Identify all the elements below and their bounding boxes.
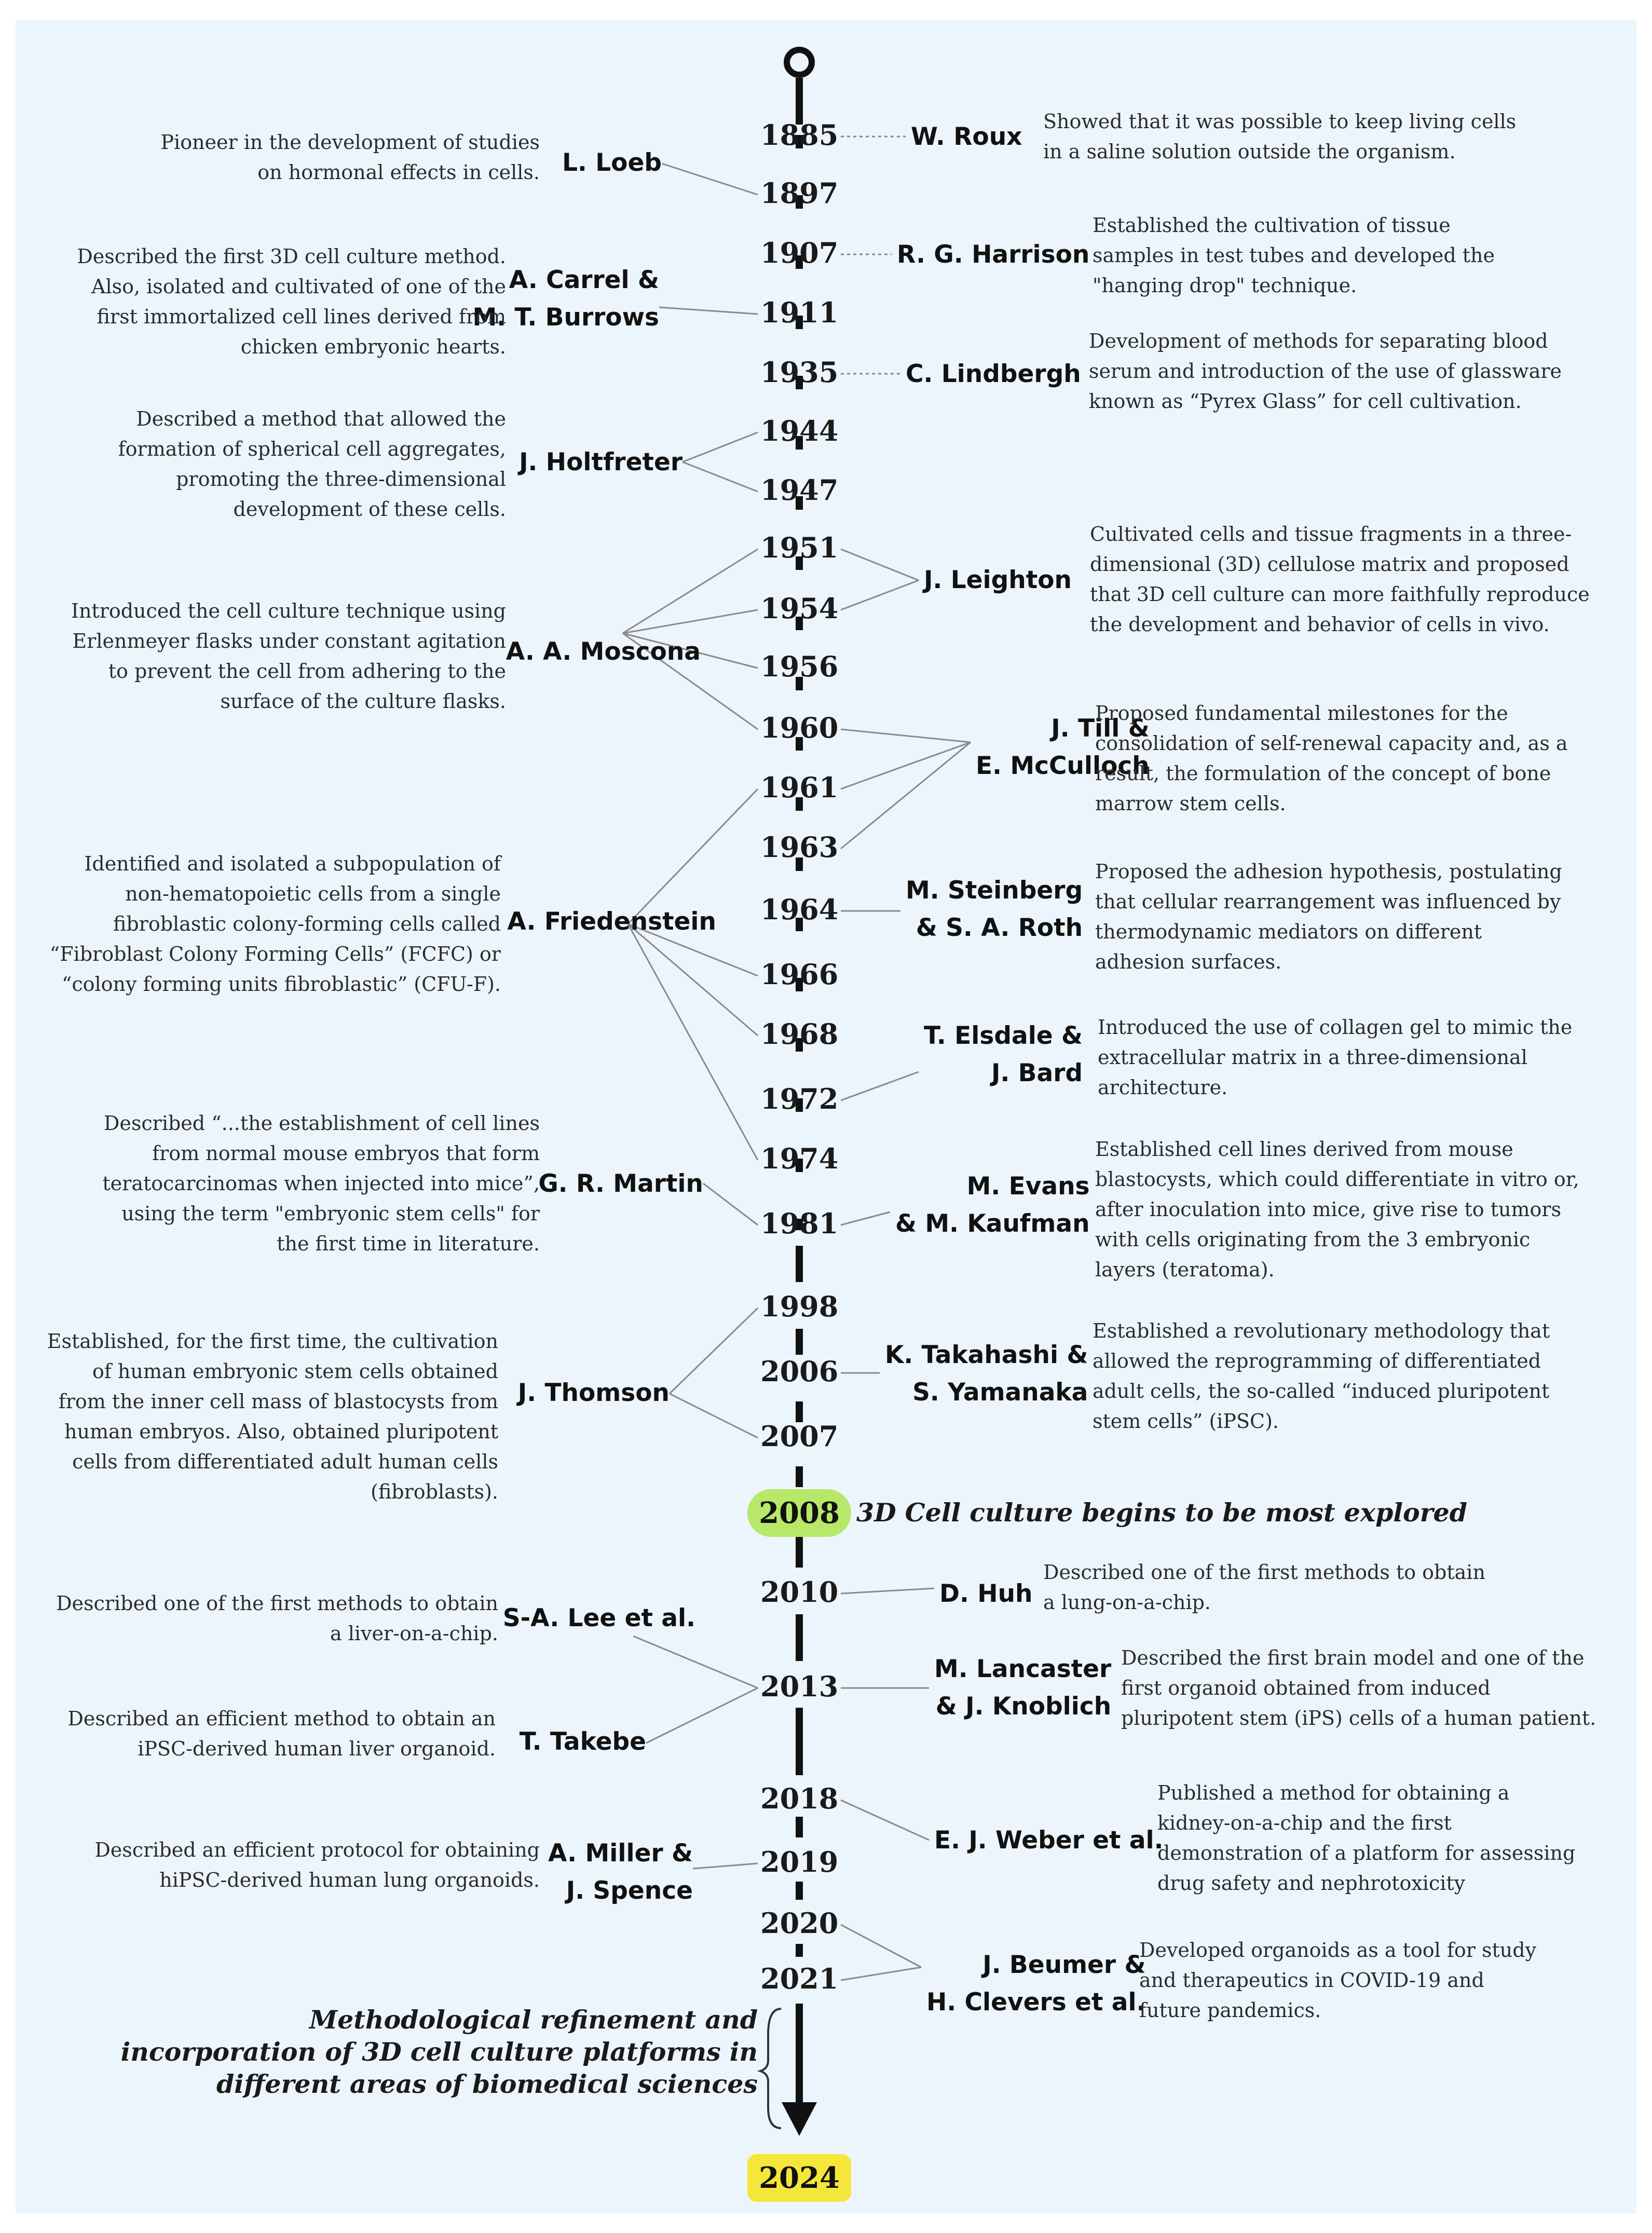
- milestone-description-right: Established a revolutionary methodology that allowed the reprogramming of differentiated adult cells, the so-called “induced pluripotent stem cells” (iPSC).: [1093, 1319, 1550, 1433]
- scientist-name-right: M. Steinberg & S. A. Roth: [906, 876, 1083, 942]
- year-label: 1956: [760, 650, 839, 683]
- year-label: 1947: [760, 473, 839, 507]
- scientist-name-left: A. A. Moscona: [506, 637, 701, 666]
- timeline-start-circle: [787, 50, 812, 75]
- year-label: 1885: [760, 118, 839, 152]
- connector-line: [841, 1800, 929, 1840]
- milestone-description-right: Showed that it was possible to keep living cells in a saline solution outside the organism.: [1043, 110, 1517, 163]
- year-2024-badge: 2024: [747, 2154, 851, 2202]
- connector-line: [628, 924, 758, 1036]
- milestone-description-right: Described one of the first methods to obtain a lung-on-a-chip.: [1043, 1561, 1485, 1614]
- scientist-name-left: G. R. Martin: [538, 1169, 703, 1198]
- year-label: 1911: [760, 296, 839, 329]
- connector-line: [693, 1863, 758, 1869]
- year-label: 2020: [760, 1907, 839, 1940]
- scientist-name-right: E. J. Weber et al.: [934, 1826, 1164, 1855]
- scientist-name-right: J. Leighton: [924, 566, 1072, 594]
- axis-arrowhead: [782, 2102, 817, 2136]
- connector-line: [670, 1394, 758, 1438]
- year-label: 2007: [760, 1420, 839, 1453]
- milestone-description-left: Pioneer in the development of studies on hormonal effects in cells.: [160, 131, 540, 184]
- year-label: 1981: [760, 1207, 839, 1240]
- milestone-description-left: Described one of the first methods to obtain a liver-on-a-chip.: [56, 1592, 498, 1645]
- milestone-description-left: Identified and isolated a subpopulation of non-hematopoietic cells from a single fibroblastic colony-forming cells called “Fibroblast Colony Forming Cells” (FCFC) or “colony forming units fibroblastic” (CFU-F).: [49, 852, 501, 996]
- scientist-name-right: T. Elsdale & J. Bard: [924, 1022, 1083, 1087]
- refinement-brace: [760, 2009, 781, 2128]
- year-label: 1961: [760, 771, 839, 804]
- milestone-description-right: Development of methods for separating blood serum and introduction of the use of glassware known as “Pyrex Glass” for cell cultivation.: [1089, 330, 1562, 413]
- year-label: 1963: [760, 830, 839, 864]
- connector-line: [682, 462, 758, 492]
- year-label: 2010: [760, 1575, 839, 1609]
- year-label: 1944: [760, 414, 839, 447]
- year-label: 1968: [760, 1017, 839, 1051]
- year-label: 1951: [760, 531, 839, 564]
- milestone-description-left: Introduced the cell culture technique using Erlenmeyer flasks under constant agitation to prevent the cell from adhering to the surface of the culture flasks.: [71, 600, 506, 713]
- milestone-description-right: Published a method for obtaining a kidney-on-a-chip and the first demonstration of a platform for assessing drug safety and nephrotoxicity: [1157, 1781, 1576, 1895]
- year-label: 1964: [760, 893, 839, 926]
- year-label: 1998: [760, 1290, 839, 1323]
- year-label: 1897: [760, 176, 839, 210]
- milestone-2008-label: 3D Cell culture begins to be most explored: [856, 1497, 1467, 1528]
- milestone-description-left: Described a method that allowed the formation of spherical cell aggregates, promoting the three-dimensional development of these cells.: [118, 407, 506, 521]
- connector-line: [670, 1308, 758, 1394]
- scientist-name-right: W. Roux: [911, 122, 1022, 151]
- scientist-name-left: S-A. Lee et al.: [502, 1604, 695, 1632]
- connector-line: [682, 432, 758, 462]
- scientist-name-left: A. Carrel & M. T. Burrows: [472, 266, 659, 332]
- milestone-description-left: Described an efficient protocol for obtaining hiPSC-derived human lung organoids.: [94, 1839, 540, 1891]
- year-label: 1954: [760, 592, 839, 625]
- scientist-name-right: M. Lancaster & J. Knoblich: [934, 1655, 1112, 1721]
- year-2008-badge: 2008: [747, 1489, 851, 1537]
- year-label: 2021: [760, 1962, 839, 1995]
- milestone-description-right: Proposed the adhesion hypothesis, postulating that cellular rearrangement was influenced by thermodynamic mediators on different adhesion surfaces.: [1095, 860, 1562, 973]
- scientist-name-left: A. Miller & J. Spence: [548, 1839, 693, 1905]
- milestone-description-right: Developed organoids as a tool for study and therapeutics in COVID-19 and future pandemics.: [1139, 1939, 1537, 2022]
- year-label: 1974: [760, 1142, 839, 1175]
- scientist-name-left: L. Loeb: [562, 148, 662, 177]
- milestone-description-left: Established, for the first time, the cultivation of human embryonic stem cells obtained from the inner cell mass of blastocysts from human embryos. Also, obtained pluripotent cells from differentiated adult human cells (fibroblasts).: [47, 1330, 498, 1503]
- scientist-name-left: J. Thomson: [517, 1379, 670, 1407]
- year-label: 1960: [760, 711, 839, 744]
- connector-line: [841, 549, 919, 580]
- year-label: 2018: [760, 1782, 839, 1815]
- year-label: 2019: [760, 1845, 839, 1878]
- connector-line: [841, 1212, 890, 1225]
- scientist-name-left: J. Holtfreter: [519, 448, 682, 476]
- scientist-name-right: M. Evans & M. Kaufman: [895, 1172, 1090, 1238]
- year-label: 1935: [760, 356, 839, 389]
- connector-line: [703, 1183, 758, 1225]
- milestone-description-right: Introduced the use of collagen gel to mimic the extracellular matrix in a three-dimensional architecture.: [1098, 1016, 1573, 1099]
- milestone-description-left: Described the first 3D cell culture method. Also, isolated and cultivated of one of the first immortalized cell lines derived from chicken embryonic hearts.: [77, 245, 506, 358]
- connector-line: [646, 1688, 758, 1743]
- connector-line: [841, 1925, 921, 1967]
- scientist-name-right: J. Till & E. McCulloch: [976, 714, 1150, 780]
- connector-line: [633, 1636, 758, 1688]
- connector-line: [623, 610, 758, 633]
- scientist-name-left: T. Takebe: [519, 1727, 646, 1756]
- milestone-description-right: Cultivated cells and tissue fragments in a three- dimensional (3D) cellulose matrix and proposed that 3D cell culture can more faithfully reproduce the development and behavior of cells in vivo.: [1090, 523, 1590, 636]
- connector-line: [841, 742, 971, 849]
- connector-line: [841, 729, 971, 742]
- connector-line: [841, 1588, 934, 1594]
- connector-line: [628, 924, 758, 1160]
- milestone-description-left: Described “...the establishment of cell lines from normal mouse embryos that form teratocarcinomas when injected into mice”, using the term "embryonic stem cells" for the first time in literature.: [102, 1112, 540, 1255]
- connector-line: [841, 1967, 921, 1980]
- scientist-name-right: J. Beumer & H. Clevers et al.: [926, 1951, 1146, 2017]
- year-label: 2006: [760, 1355, 839, 1388]
- connector-line: [623, 549, 758, 633]
- connector-line: [659, 307, 758, 314]
- connector-line: [841, 580, 919, 610]
- connector-line: [841, 742, 971, 789]
- scientist-name-right: K. Takahashi & S. Yamanaka: [885, 1341, 1088, 1407]
- milestone-description-right: Described the first brain model and one of the first organoid obtained from induced pluripotent stem (iPS) cells of a human patient.: [1121, 1646, 1596, 1730]
- scientist-name-right: C. Lindbergh: [906, 360, 1081, 388]
- scientist-name-left: A. Friedenstein: [507, 907, 716, 936]
- year-label: 1972: [760, 1082, 839, 1115]
- refinement-note: Methodological refinement and incorporation of 3D cell culture platforms in different areas of biomedical sciences: [120, 2005, 758, 2099]
- year-label: 1966: [760, 958, 839, 991]
- milestone-description-right: Established the cultivation of tissue samples in test tubes and developed the "hanging drop" technique.: [1093, 214, 1495, 297]
- milestone-description-right: Proposed fundamental milestones for the consolidation of self-renewal capacity and, as a result, the formulation of the concept of bone marrow stem cells.: [1095, 702, 1568, 815]
- connector-line: [841, 1072, 919, 1100]
- milestone-description-right: Established cell lines derived from mouse blastocysts, which could differentiate in vitro or, after inoculation into mice, give rise to tumors with cells originating from the 3 embryonic layers (teratoma).: [1095, 1138, 1579, 1281]
- connector-line: [662, 164, 758, 195]
- scientist-name-right: R. G. Harrison: [897, 240, 1090, 269]
- scientist-name-right: D. Huh: [939, 1580, 1033, 1608]
- year-label: 2013: [760, 1670, 839, 1703]
- milestone-description-left: Described an efficient method to obtain an iPSC-derived human liver organoid.: [67, 1707, 496, 1760]
- year-label: 1907: [760, 236, 839, 269]
